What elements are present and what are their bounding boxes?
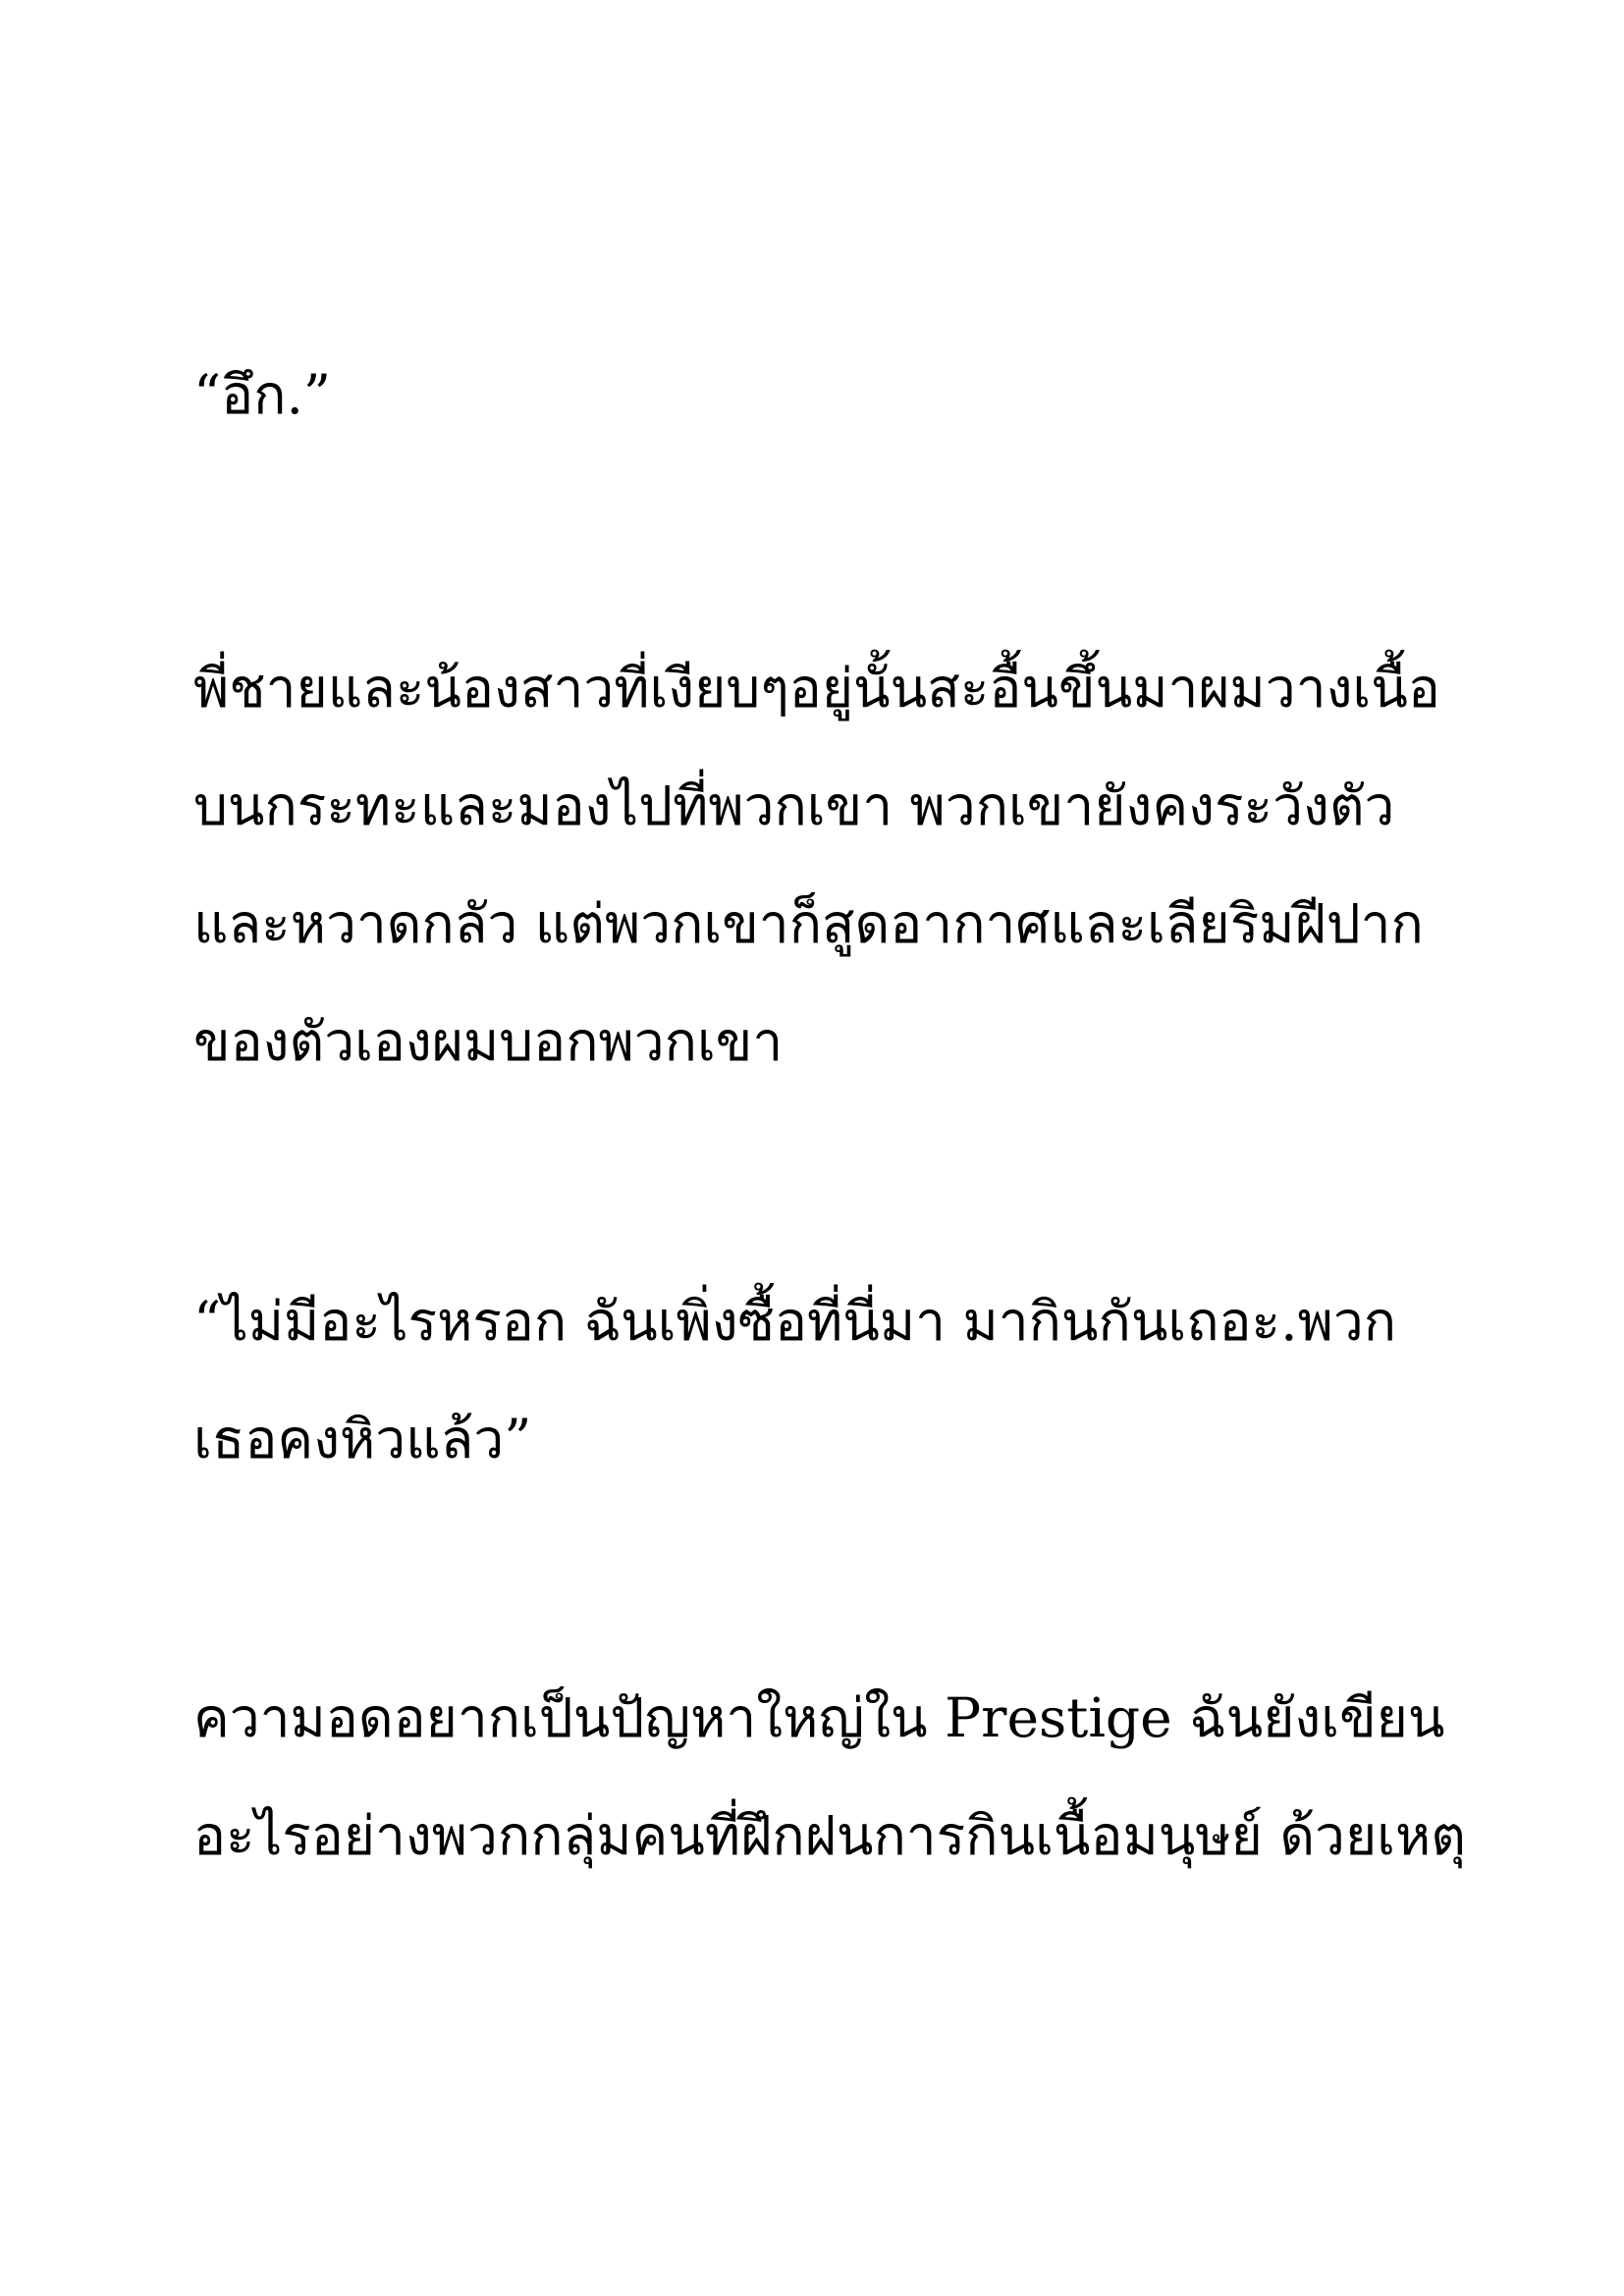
paragraph-line: ของตัวเองผมบอกพวกเขา [193,1010,784,1073]
dialogue-line: “ไม่มีอะไรหรอก ฉันเพิ่งซื้อที่นี่มา มากินกันเถอะ.พวก [193,1290,1397,1353]
paragraph-line: บนกระทะและมองไปที่พวกเขา พวกเขายังคงระวังตัว [193,774,1395,837]
paragraph-line: ความอดอยากเป็นปัญหาใหญ่ใน Prestige ฉันยังเขียน [193,1686,1445,1749]
dialogue-line: “อึก.” [193,363,332,426]
paragraph-line: อะไรอย่างพวกกลุ่มคนที่ฝึกฝนการกินเนื้อมนุษย์ ด้วยเหตุ [193,1804,1466,1867]
paragraph-line: และหวาดกลัว แต่พวกเขาก็สูดอากาศและเลียริมฝีปาก [193,892,1424,955]
paragraph-line: พี่ชายและน้องสาวที่เงียบๆอยู่นั้นสะอื้นขึ้นมาผมวางเนื้อ [193,657,1440,720]
dialogue-line: เธอคงหิวแล้ว” [193,1408,532,1470]
